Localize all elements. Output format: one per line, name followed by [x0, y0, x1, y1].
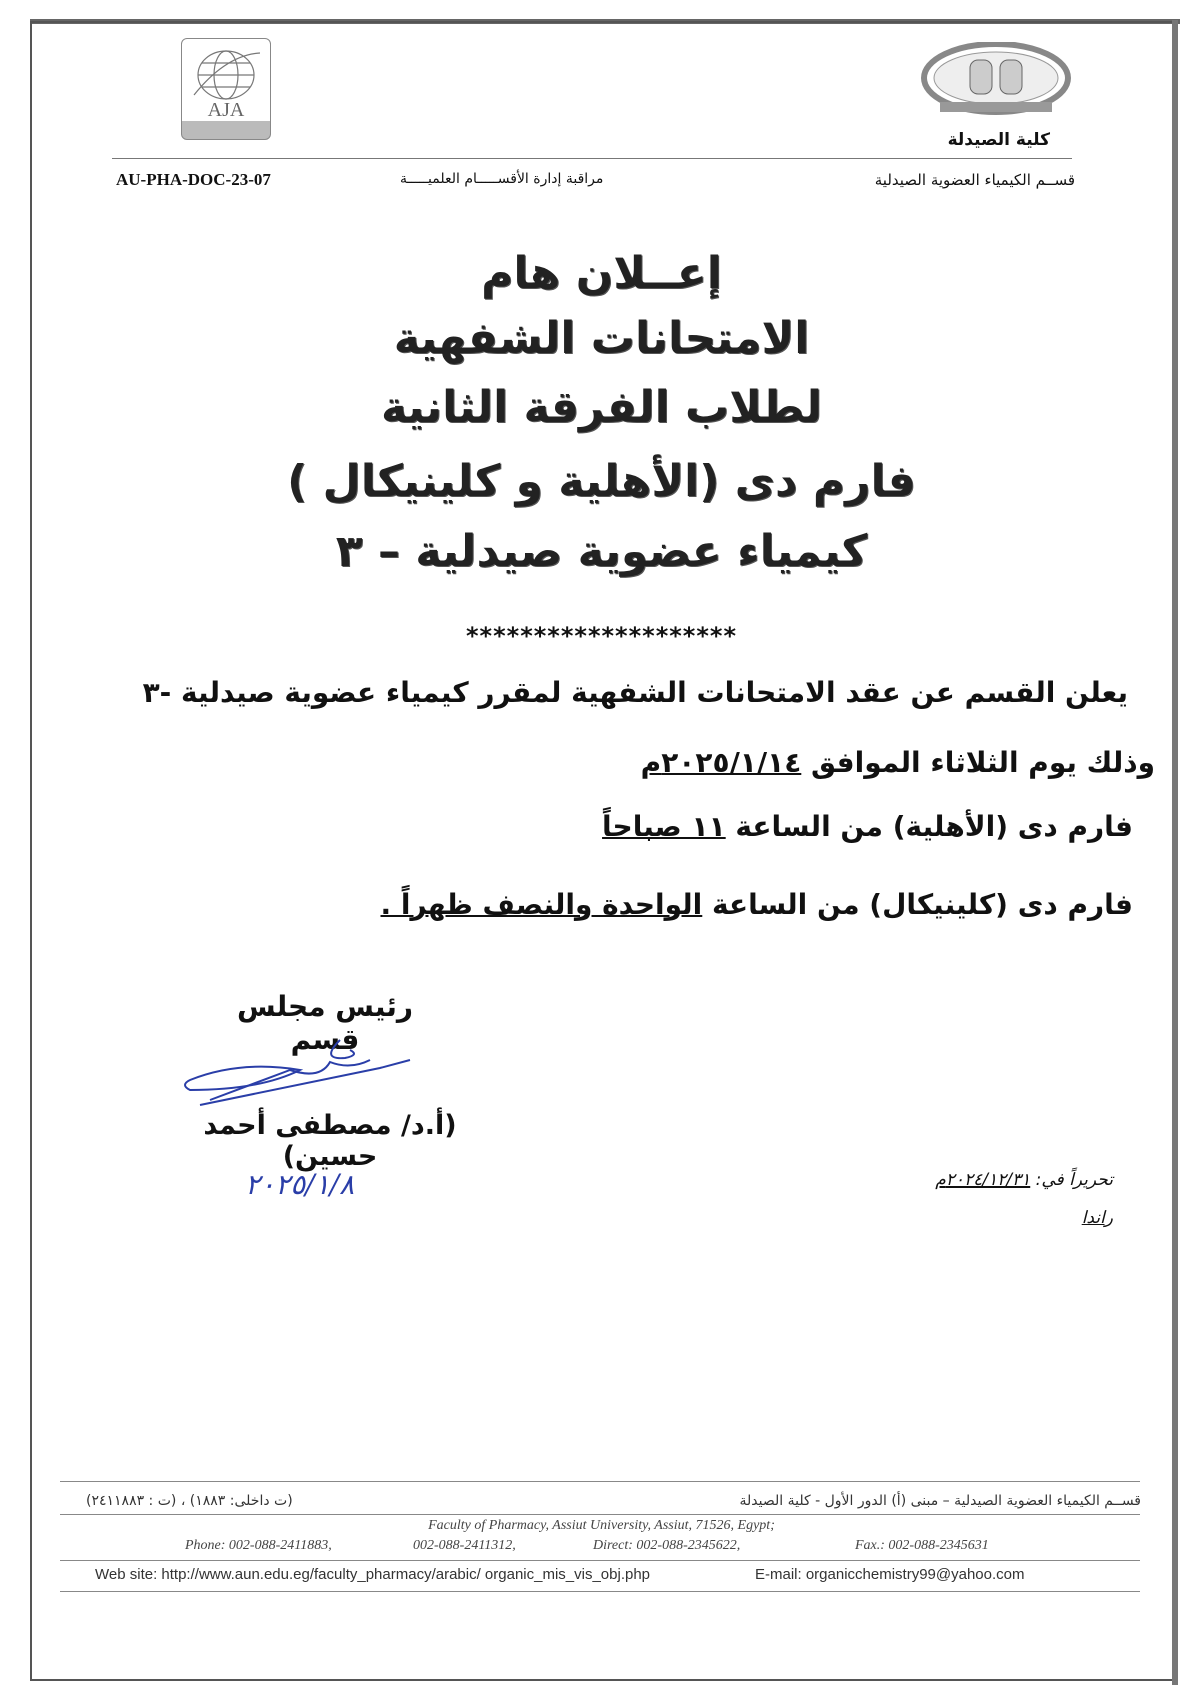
footer-fax: Fax.: 002-088-2345631	[855, 1538, 989, 1553]
footer-direct: Direct: 002-088-2345622,	[593, 1538, 741, 1553]
ahlia-time-label: فارم دى (الأهلية) من الساعة	[725, 810, 1133, 843]
programs-title: فارم دى (الأهلية و كلينيكال )	[287, 456, 916, 507]
exam-date-line	[641, 746, 1155, 779]
footer-website[interactable]: Web site: http://www.aun.edu.eg/faculty_pharmacy/arabic/ organic_mis_vis_obj.php	[95, 1566, 651, 1583]
clinical-time: الواحدة والنصف ظهراً .	[380, 888, 703, 921]
announcement-line: يعلن القسم عن عقد الامتحانات الشفهية لمقرر كيمياء عضوية صيدلية -٣	[142, 676, 1128, 709]
course-title: كيمياء عضوية صيدلية – ٣	[335, 526, 868, 577]
department-name: قســم الكيمياء العضوية الصيدلية	[874, 171, 1075, 189]
footer-phone2: 002-088-2411312,	[413, 1538, 516, 1553]
target-students-title: لطلاب الفرقة الثانية	[380, 382, 823, 433]
footer-phones-ar: (ت داخلى: ١٨٨٣) ، (ت : ٢٤١١٨٨٣)	[86, 1493, 293, 1509]
clinical-time-label: فارم دى (كلينيكال) من الساعة	[702, 888, 1133, 921]
ahlia-time: ١١ صباحاً	[602, 810, 726, 843]
footer-address-ar: قســم الكيمياء العضوية الصيدلية – مبنى (أ) الدور الأول - كلية الصيدلة	[739, 1493, 1141, 1509]
oral-exams-title: الامتحانات الشفهية	[393, 313, 810, 364]
clinical-time-line	[381, 888, 1134, 921]
handwritten-date: ٢٠٢٥/١/٨	[245, 1168, 355, 1201]
header-divider	[112, 158, 1072, 159]
document-code: AU-PHA-DOC-23-07	[116, 170, 271, 189]
footer-divider	[60, 1514, 1140, 1515]
ahlia-time-line	[602, 810, 1133, 843]
written-by: راندا	[1081, 1208, 1113, 1228]
globe-icon	[190, 45, 262, 103]
footer-address-en: Faculty of Pharmacy, Assiut University, Assiut, 71526, Egypt;	[428, 1518, 775, 1533]
handwritten-signature	[180, 1030, 430, 1110]
written-on-date: ٢٠٢٤/١٢/٣١م	[935, 1170, 1031, 1190]
written-on	[935, 1170, 1113, 1190]
footer-divider	[60, 1481, 1140, 1482]
signatory-name: (أ.د/ مصطفى أحمد حسين)	[203, 1110, 457, 1172]
faculty-seal-logo	[920, 42, 1072, 120]
exam-date: ٢٠٢٥/١/١٤م	[640, 746, 802, 779]
separator-stars: ********************	[465, 622, 737, 650]
exam-date-label: وذلك يوم الثلاثاء الموافق	[801, 746, 1155, 779]
announcement-title: إعــلان هام	[481, 248, 722, 299]
footer-email[interactable]: E-mail: organicchemistry99@yahoo.com	[755, 1566, 1025, 1583]
aja-logo-text: AJA	[207, 99, 245, 121]
footer-phone: Phone: 002-088-2411883,	[185, 1538, 332, 1553]
departments-monitor-label: مراقبة إدارة الأقســـــام العلميـــــة	[400, 171, 604, 187]
aja-logo	[181, 38, 271, 140]
faculty-name: كلية الصيدلة	[947, 130, 1050, 150]
signatory-title: رئيس مجلس قسم	[237, 990, 413, 1056]
written-on-label: تحريراً في:	[1030, 1170, 1113, 1190]
footer-divider	[60, 1560, 1140, 1561]
footer-divider	[60, 1591, 1140, 1592]
